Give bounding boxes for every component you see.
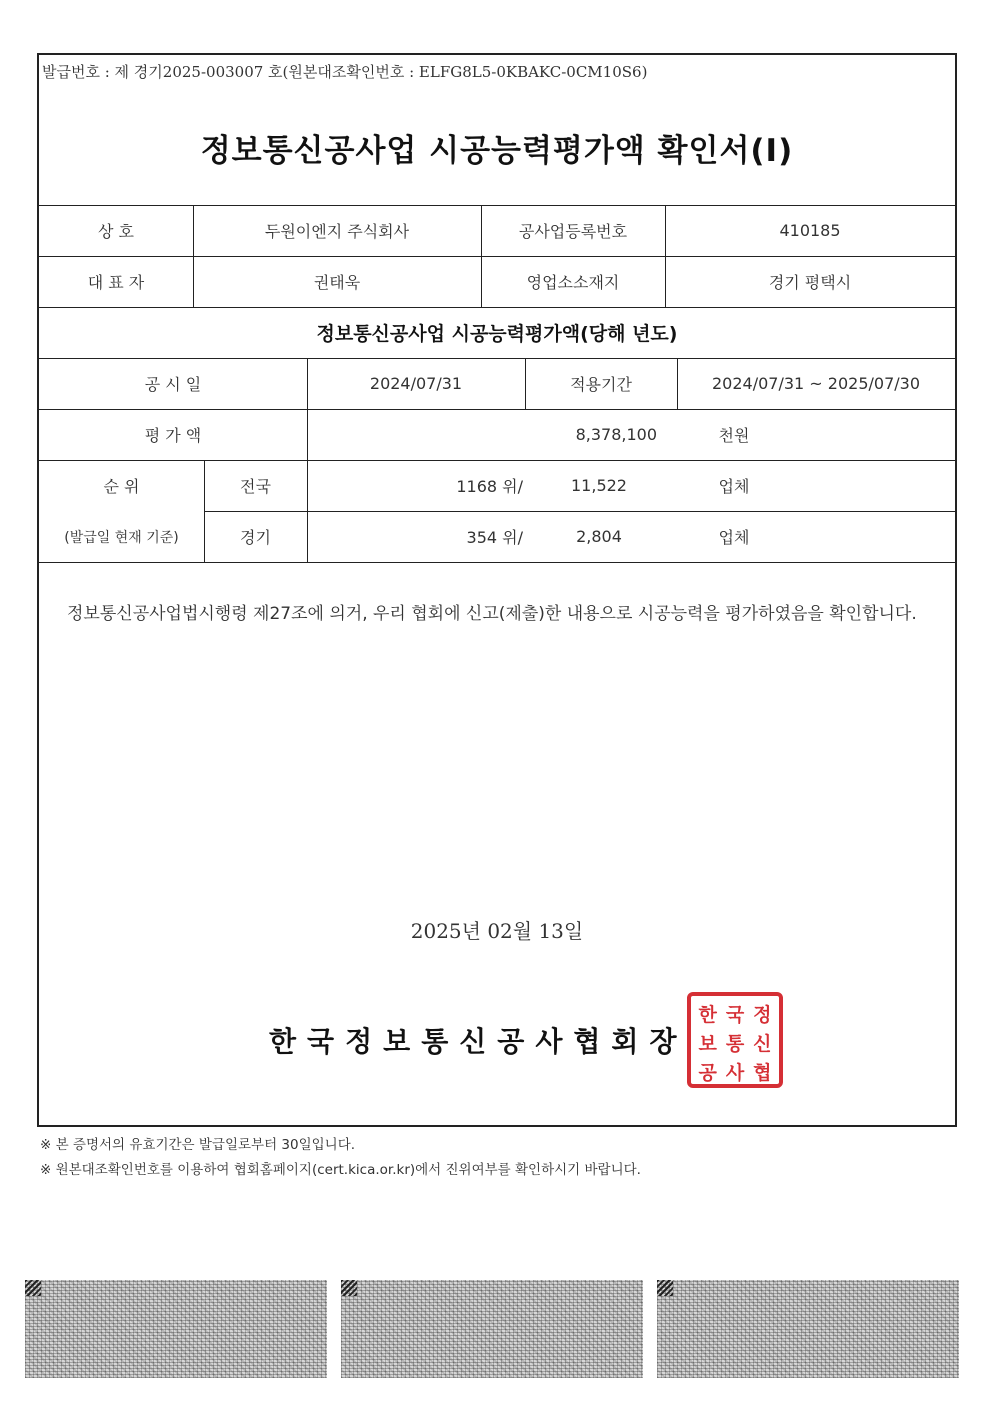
seal-glyph: 신 xyxy=(753,1033,772,1055)
office-label: 영업소소재지 xyxy=(526,273,620,292)
notice-date: 2024/07/31 xyxy=(369,374,463,393)
representative-name: 권태욱 xyxy=(313,273,361,292)
representative-label: 대 표 자 xyxy=(87,273,145,292)
seal-glyph: 정 xyxy=(753,1004,772,1026)
verification-barcode xyxy=(25,1280,327,1378)
period-label: 적용기간 xyxy=(570,375,632,394)
seal-glyph: 사 xyxy=(725,1062,745,1084)
rank-basis: (발급일 현재 기준) xyxy=(64,529,179,546)
national-unit: 업체 xyxy=(718,477,750,496)
evaluation-section-title: 정보통신공사업 시공능력평가액(당해 년도) xyxy=(316,323,678,345)
national-total: 11,522 xyxy=(571,476,627,495)
barcode-marker xyxy=(657,1280,673,1296)
verification-note: ※ 원본대조확인번호를 이용하여 협회홈페이지(cert.kica.or.kr)에서 진위여부를 확인하시기 바랍니다. xyxy=(40,1162,641,1178)
regional-label: 경기 xyxy=(240,528,271,547)
seal-glyph: 한 xyxy=(698,1004,717,1026)
seal-glyph: 공 xyxy=(698,1062,717,1084)
notice-date-label: 공 시 일 xyxy=(144,375,202,394)
registration-label: 공사업등록번호 xyxy=(518,222,628,241)
application-period: 2024/07/31 ~ 2025/07/30 xyxy=(711,374,920,393)
evaluation-amount: 8,378,100 xyxy=(575,425,657,444)
barcode-marker xyxy=(341,1280,357,1296)
company-name: 두원이엔지 주식회사 xyxy=(264,222,410,241)
barcode-marker xyxy=(25,1280,41,1296)
seal-glyph: 협 xyxy=(753,1062,772,1084)
official-seal xyxy=(687,992,783,1088)
confirmation-statement: 정보통신공사업법시행령 제27조에 의거, 우리 협회에 신고(제출)한 내용으로 시공능력을 평가하였음을 확인합니다. xyxy=(67,604,917,624)
regional-rank: 354 위/ xyxy=(466,528,523,547)
issue-date: 2025년 02월 13일 xyxy=(410,919,584,943)
regional-total: 2,804 xyxy=(576,527,622,546)
verification-barcode xyxy=(341,1280,643,1378)
document-title: 정보통신공사업 시공능력평가액 확인서(Ⅰ) xyxy=(200,133,794,169)
issue-number: 발급번호 : 제 경기2025-003007 호(원본대조확인번호 : ELFG8L5-0KBAKC-0CM10S6) xyxy=(42,63,648,81)
seal-glyph: 통 xyxy=(725,1033,745,1055)
regional-unit: 업체 xyxy=(718,528,750,547)
seal-glyph: 보 xyxy=(698,1033,717,1055)
national-label: 전국 xyxy=(240,477,271,496)
national-rank: 1168 위/ xyxy=(456,477,523,496)
certificate-frame xyxy=(37,53,957,1127)
office-location: 경기 평택시 xyxy=(768,273,852,292)
amount-label: 평 가 액 xyxy=(144,426,202,445)
issuer-name: 한국정보통신공사협회장 xyxy=(269,1025,688,1058)
amount-unit: 천원 xyxy=(718,426,750,445)
validity-note: ※ 본 증명서의 유효기간은 발급일로부터 30일입니다. xyxy=(40,1137,356,1153)
seal-glyph: 국 xyxy=(725,1004,745,1026)
rank-label: 순 위 xyxy=(103,477,140,496)
company-name-label: 상 호 xyxy=(98,222,134,241)
table-rule xyxy=(39,562,955,563)
verification-barcode xyxy=(657,1280,959,1378)
registration-number: 410185 xyxy=(779,221,841,240)
